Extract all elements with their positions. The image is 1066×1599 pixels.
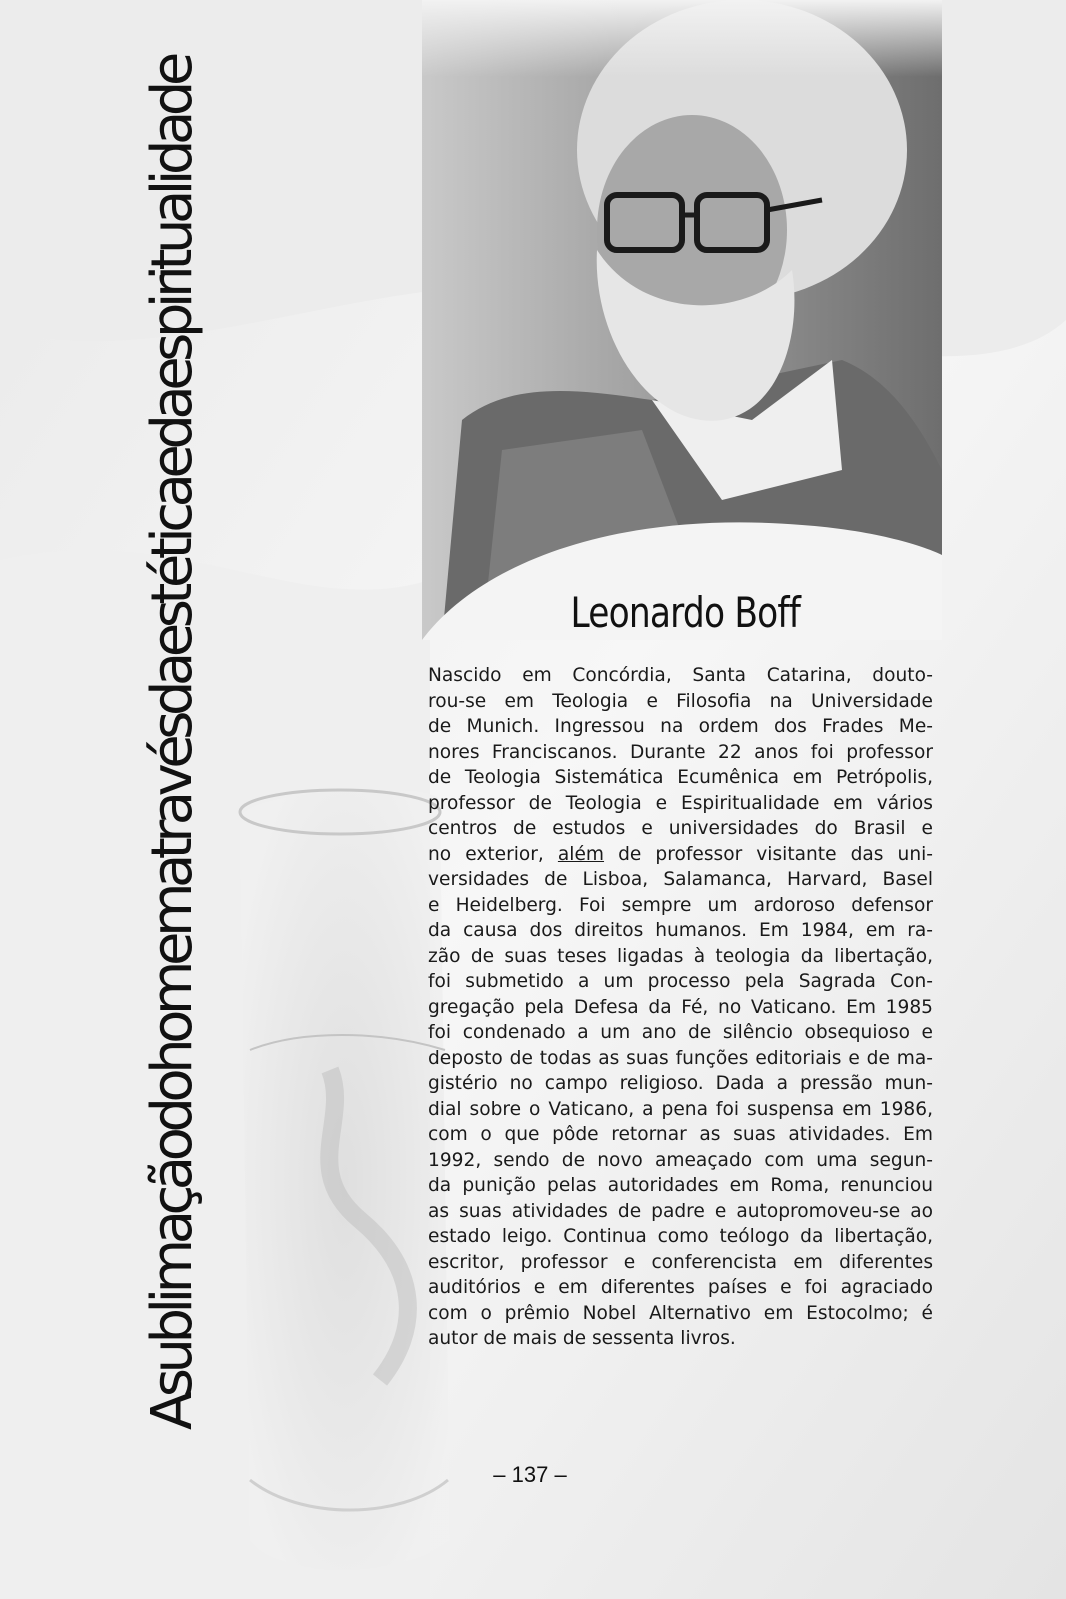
- bio-line: com o que pôde retornar as suas atividades. Em: [428, 1124, 933, 1145]
- vertical-book-title: Asublimaçãodohomematravésdaestéticaedaespiritualidade: [140, 57, 205, 1430]
- bio-line: estado leigo. Continua como teólogo da libertação,: [428, 1226, 933, 1247]
- bio-line: com o prêmio Nobel Alternativo em Estocolmo; é: [428, 1302, 933, 1324]
- bio-line: no exterior, além de professor visitante das uni-: [428, 843, 933, 865]
- bio-line: e Heidelberg. Foi sempre um ardoroso defensor: [428, 894, 933, 916]
- bio-line: de Munich. Ingressou na ordem dos Frades Me-: [428, 716, 933, 737]
- bio-line: escritor, professor e conferencista em diferentes: [428, 1251, 933, 1273]
- bio-line: auditórios e em diferentes países e foi agraciado: [428, 1277, 933, 1298]
- bio-line: rou-se em Teologia e Filosofia na Universidade: [428, 690, 933, 712]
- bio-line: professor de Teologia e Espiritualidade em vários: [428, 792, 933, 814]
- bio-line: as suas atividades de padre e autopromoveu-se ao: [428, 1200, 933, 1222]
- bio-line: deposto de todas as suas funções editoriais e de ma-: [428, 1047, 933, 1069]
- bio-line: dial sobre o Vaticano, a pena foi suspensa em 1986,: [428, 1098, 933, 1120]
- bio-line: da causa dos direitos humanos. Em 1984, em ra-: [428, 920, 933, 941]
- author-name-heading: Leonardo Boff: [570, 588, 800, 637]
- page-number: – 137 –: [493, 1462, 567, 1487]
- bio-line: 1992, sendo de novo ameaçado com uma segun-: [428, 1149, 933, 1171]
- bio-line: gistério no campo religioso. Dada a pressão mun-: [428, 1073, 933, 1094]
- bio-line: centros de estudos e universidades do Brasil e: [428, 818, 933, 839]
- bio-line: da punição pelas autoridades em Roma, renunciou: [428, 1175, 933, 1196]
- bio-line: nores Franciscanos. Durante 22 anos foi professor: [428, 741, 933, 763]
- bio-line: gregação pela Defesa da Fé, no Vaticano. Em 1985: [428, 996, 933, 1018]
- bio-line: foi condenado a um ano de silêncio obsequioso e: [428, 1022, 933, 1043]
- author-portrait-photo: [422, 0, 942, 640]
- bio-line: autor de mais de sessenta livros.: [428, 1328, 736, 1349]
- bio-line: foi submetido a um processo pela Sagrada Con-: [428, 971, 933, 992]
- underlined-word: além: [557, 843, 605, 865]
- bio-line: Nascido em Concórdia, Santa Catarina, douto-: [428, 665, 933, 686]
- bio-line: de Teologia Sistemática Ecumênica em Petrópolis,: [428, 767, 933, 788]
- bio-line: zão de suas teses ligadas à teologia da libertação,: [428, 945, 933, 967]
- bio-line: versidades de Lisboa, Salamanca, Harvard, Basel: [428, 869, 933, 890]
- author-biography: [428, 663, 933, 1352]
